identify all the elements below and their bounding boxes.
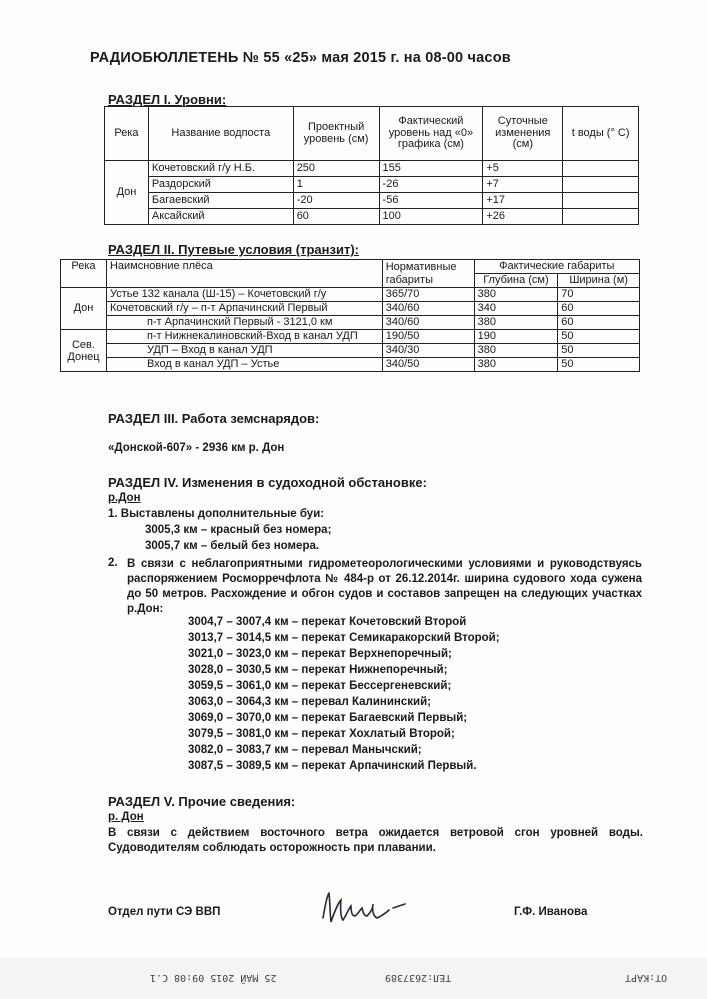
temp-cell [563,177,639,193]
header-actual-level: Фактический уровень над «0» графика (см) [379,107,483,161]
depth-cell: 190 [474,330,558,344]
list-item: 3079,5 – 3081,0 км – перекат Хохлатый Второй; [188,728,455,740]
reach-cell: УДП – Вход в канал УДП [106,344,382,358]
width-cell: 50 [558,344,640,358]
list-item: 3087,5 – 3089,5 км – перекат Арпачинский Первый. [188,760,477,772]
norm-cell: 340/60 [382,316,474,330]
table-row [61,344,640,358]
width-cell: 50 [558,330,640,344]
design-cell: -20 [293,193,379,209]
bulletin-title: РАДИОБЮЛЛЕТЕНЬ № 55 «25» мая 2015 г. на 08-00 часов [90,50,511,66]
section4-heading: РАЗДЕЛ IV. Изменения в судоходной обстановке: [108,475,427,490]
norm-cell: 365/70 [382,288,474,302]
list-item: 3063,0 – 3064,3 км – перевал Калининский; [188,696,431,708]
river-cell: Дон [105,161,149,225]
restricted-locations-list [188,614,500,774]
list-item: 3059,5 – 3061,0 км – перекат Бессергеневский; [188,680,452,692]
actual-cell: -26 [379,177,483,193]
table-row [61,330,640,344]
depth-cell: 340 [474,302,558,316]
table-row [61,316,640,330]
post-cell: Раздорский [148,177,293,193]
post-cell: Аксайский [148,209,293,225]
header-water-temp: t воды (° C) [563,107,639,161]
list-item: 3021,0 – 3023,0 км – перекат Верхнепоречный; [188,648,452,660]
header-river: Река [105,107,149,161]
actual-cell: 155 [379,161,483,177]
section1-heading: РАЗДЕЛ I. Уровни: [108,92,227,107]
change-cell: +17 [483,193,563,209]
signature-image [315,888,410,930]
design-cell: 250 [293,161,379,177]
levels-header-row [105,107,639,161]
section4-river: р.Дон [108,492,141,504]
buoy-line: 3005,3 км – красный без номера; [145,524,332,536]
depth-cell: 380 [474,316,558,330]
norm-cell: 340/60 [382,302,474,316]
header-river: Река [61,260,107,288]
width-cell: 60 [558,302,640,316]
restriction-text: В связи с неблагоприятными гидрометеорологическими условиями и руководствуясь распоряжением Росморречфлота № 484-р от 26.12.2014г. ширина судового хода сужена до 50 метров. Расхождение и обгон судов и составов запрещен на следующих участках р.Дон: [127,558,642,615]
actual-cell: -56 [379,193,483,209]
header-depth: Глубина (см) [474,274,558,288]
reach-cell: п-т Арпачинский Первый - 3121,0 км [106,316,382,330]
depth-cell: 380 [474,358,558,372]
dredger-info: «Донской-607» - 2936 км р. Дон [108,442,285,454]
section5-river: р. Дон [108,811,144,823]
river-cell: Дон [61,288,107,330]
list-item: 3013,7 – 3014,5 км – перекат Семикаракорский Второй; [188,632,500,644]
temp-cell [563,161,639,177]
signatory-name: Г.Ф. Иванова [514,906,588,918]
width-cell: 70 [558,288,640,302]
table-row [105,209,639,225]
norm-cell: 190/50 [382,330,474,344]
section3-heading: РАЗДЕЛ III. Работа земснарядов: [108,411,320,426]
change-cell: +26 [483,209,563,225]
other-info-text: В связи с действием восточного ветра ожидается ветровой сгон уровней воды. Судоводителям соблюдать осторожность при плавании. [108,827,643,854]
reach-cell: Кочетовский г/у – п-т Арпачинский Первый [106,302,382,316]
change-cell: +7 [483,177,563,193]
table-row [105,193,639,209]
fax-sender: ОТ:КАРТ [625,972,668,983]
buoy-line: 3005,7 км – белый без номера. [145,540,320,552]
table-row [61,288,640,302]
list-item: 3069,0 – 3070,0 км – перекат Багаевский Первый; [188,712,468,724]
table-row [61,358,640,372]
norm-cell: 340/30 [382,344,474,358]
depth-cell: 380 [474,288,558,302]
header-post: Название водпоста [148,107,293,161]
header-daily-change: Суточные изменения (см) [483,107,563,161]
width-cell: 60 [558,316,640,330]
table-row [105,177,639,193]
reach-cell: Устье 132 канала (Ш-15) – Кочетовский г/у [106,288,382,302]
list-item: 3082,0 – 3083,7 км – перевал Манычский; [188,744,422,756]
temp-cell [563,209,639,225]
header-width: Ширина (м) [558,274,640,288]
actual-cell: 100 [379,209,483,225]
temp-cell [563,193,639,209]
reach-cell: п-т Нижнекалиновский-Вход в канал УДП [106,330,382,344]
route-header-row [61,260,640,274]
fax-phone: ТЕЛ:2637389 [385,972,452,983]
header-design-level: Проектный уровень (см) [293,107,379,161]
section2-heading: РАЗДЕЛ II. Путевые условия (транзит): [108,242,359,257]
post-cell: Багаевский [148,193,293,209]
levels-table [104,106,639,225]
route-conditions-table [60,259,640,372]
width-cell: 50 [558,358,640,372]
depth-cell: 380 [474,344,558,358]
design-cell: 60 [293,209,379,225]
header-actual-group: Фактические габариты [474,260,639,274]
post-cell: Кочетовский г/у Н.Б. [148,161,293,177]
list-item: 3028,0 – 3030,5 км – перекат Нижнепоречный; [188,664,448,676]
buoys-item: 1. Выставлены дополнительные буи: [108,508,325,520]
department-name: Отдел пути СЭ ВВП [108,906,221,918]
header-normative: Нормативные габариты [382,260,474,288]
reach-cell: Вход в канал УДП – Устье [106,358,382,372]
table-row [105,161,639,177]
design-cell: 1 [293,177,379,193]
fax-strip [0,958,707,999]
norm-cell: 340/50 [382,358,474,372]
list-item: 3004,7 – 3007,4 км – перекат Кочетовский Второй [188,616,467,628]
fax-datetime: 25 МАЙ 2015 09:08 С.1 [150,972,277,983]
header-reach: Наимсновние плёса [106,260,382,288]
section5-heading: РАЗДЕЛ V. Прочие сведения: [108,794,296,809]
table-row [61,302,640,316]
change-cell: +5 [483,161,563,177]
river-cell: Сев. Донец [61,330,107,372]
restriction-item-number: 2. [108,557,118,569]
